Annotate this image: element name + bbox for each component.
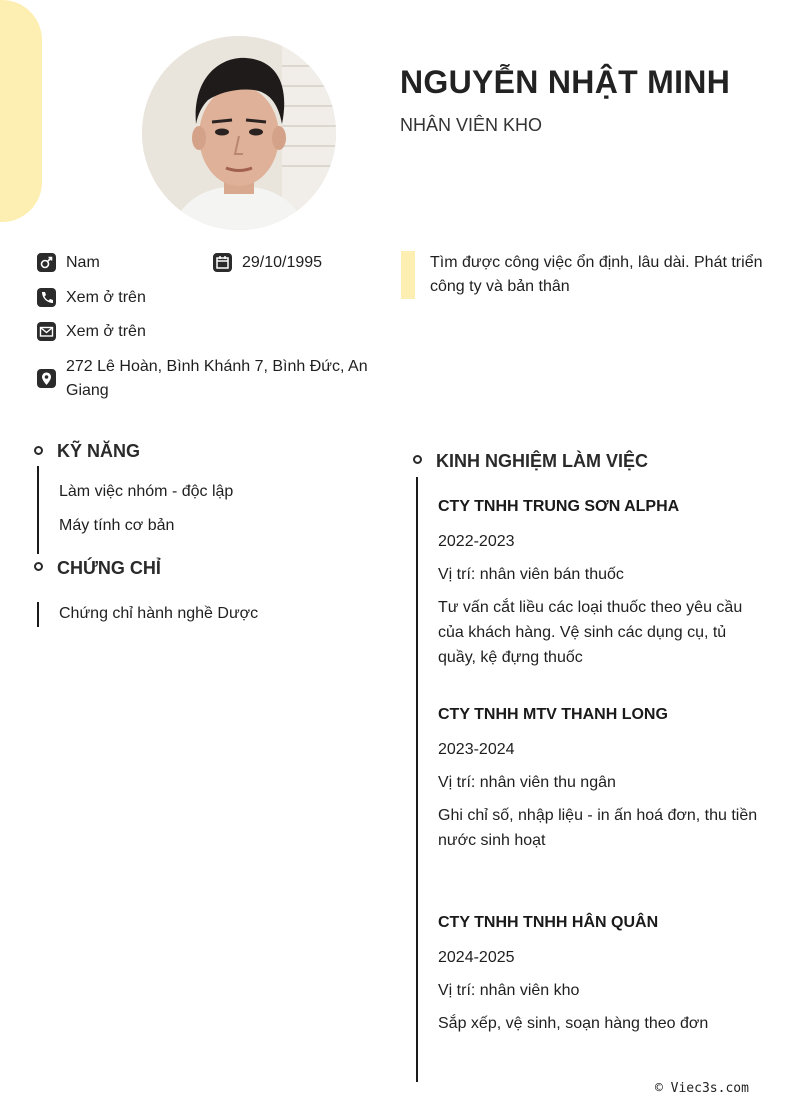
email-row [37, 320, 367, 344]
gender-icon [37, 253, 56, 272]
certificate-item: Chứng chỉ hành nghề Dược [59, 605, 259, 622]
work-period: 2022-2023 [438, 533, 515, 550]
experience-timeline-line [416, 477, 418, 1082]
experience-entry [438, 706, 758, 853]
location-pin-icon [37, 369, 56, 388]
skills-timeline-line [37, 466, 39, 554]
experience-entry [438, 498, 758, 670]
company-name: CTY TNHH TRUNG SƠN ALPHA [438, 498, 680, 515]
work-description: Ghi chỉ số, nhập liệu - in ấn hoá đơn, thu tiền nước sinh hoạt [438, 807, 758, 849]
copyright-footer: © Viec3s.com [655, 1081, 749, 1096]
objective-accent-bar [401, 251, 415, 299]
skill-item: Máy tính cơ bản [59, 517, 175, 534]
skills-title: KỸ NĂNG [57, 441, 141, 461]
company-name: CTY TNHH TNHH HÂN QUÂN [438, 914, 659, 931]
company-name: CTY TNHH MTV THANH LONG [438, 706, 668, 723]
work-description: Sắp xếp, vệ sinh, soạn hàng theo đơn [438, 1015, 709, 1032]
decorative-accent-shape [0, 0, 42, 222]
work-period: 2024-2025 [438, 949, 515, 966]
birthday-value: 29/10/1995 [242, 254, 323, 271]
job-title: NHÂN VIÊN KHO [400, 115, 543, 135]
section-bullet [34, 562, 43, 571]
certificates-timeline-line [37, 602, 39, 627]
career-objective: Tìm được công việc ổn định, lâu dài. Phát triển công ty và bản thân [430, 254, 763, 295]
address-value: 272 Lê Hoàn, Bình Khánh 7, Bình Đức, An Giang [66, 358, 368, 399]
section-bullet [34, 446, 43, 455]
work-position: Vị trí: nhân viên kho [438, 982, 580, 999]
work-position: Vị trí: nhân viên bán thuốc [438, 566, 624, 583]
address-row [37, 355, 382, 405]
candidate-name: NGUYỄN NHẬT MINH [400, 64, 731, 100]
work-period: 2023-2024 [438, 741, 515, 758]
birthday-row [213, 251, 373, 275]
skill-item: Làm việc nhóm - độc lập [59, 483, 234, 500]
experience-title: KINH NGHIỆM LÀM VIỆC [436, 451, 649, 471]
phone-icon [37, 288, 56, 307]
work-description: Tư vấn cắt liều các loại thuốc theo yêu cầu của khách hàng. Vệ sinh các dụng cụ, tủ quầy, kệ đựng thuốc [438, 599, 743, 666]
avatar [142, 36, 336, 230]
phone-row [37, 286, 367, 310]
calendar-icon [213, 253, 232, 272]
phone-value: Xem ở trên [66, 289, 146, 306]
section-bullet [413, 455, 422, 464]
work-position: Vị trí: nhân viên thu ngân [438, 774, 616, 791]
gender-row [37, 251, 197, 275]
certificates-title: CHỨNG CHỈ [57, 558, 161, 578]
experience-entry [438, 914, 758, 1036]
email-value: Xem ở trên [66, 323, 146, 340]
email-icon [37, 322, 56, 341]
gender-value: Nam [66, 254, 100, 271]
